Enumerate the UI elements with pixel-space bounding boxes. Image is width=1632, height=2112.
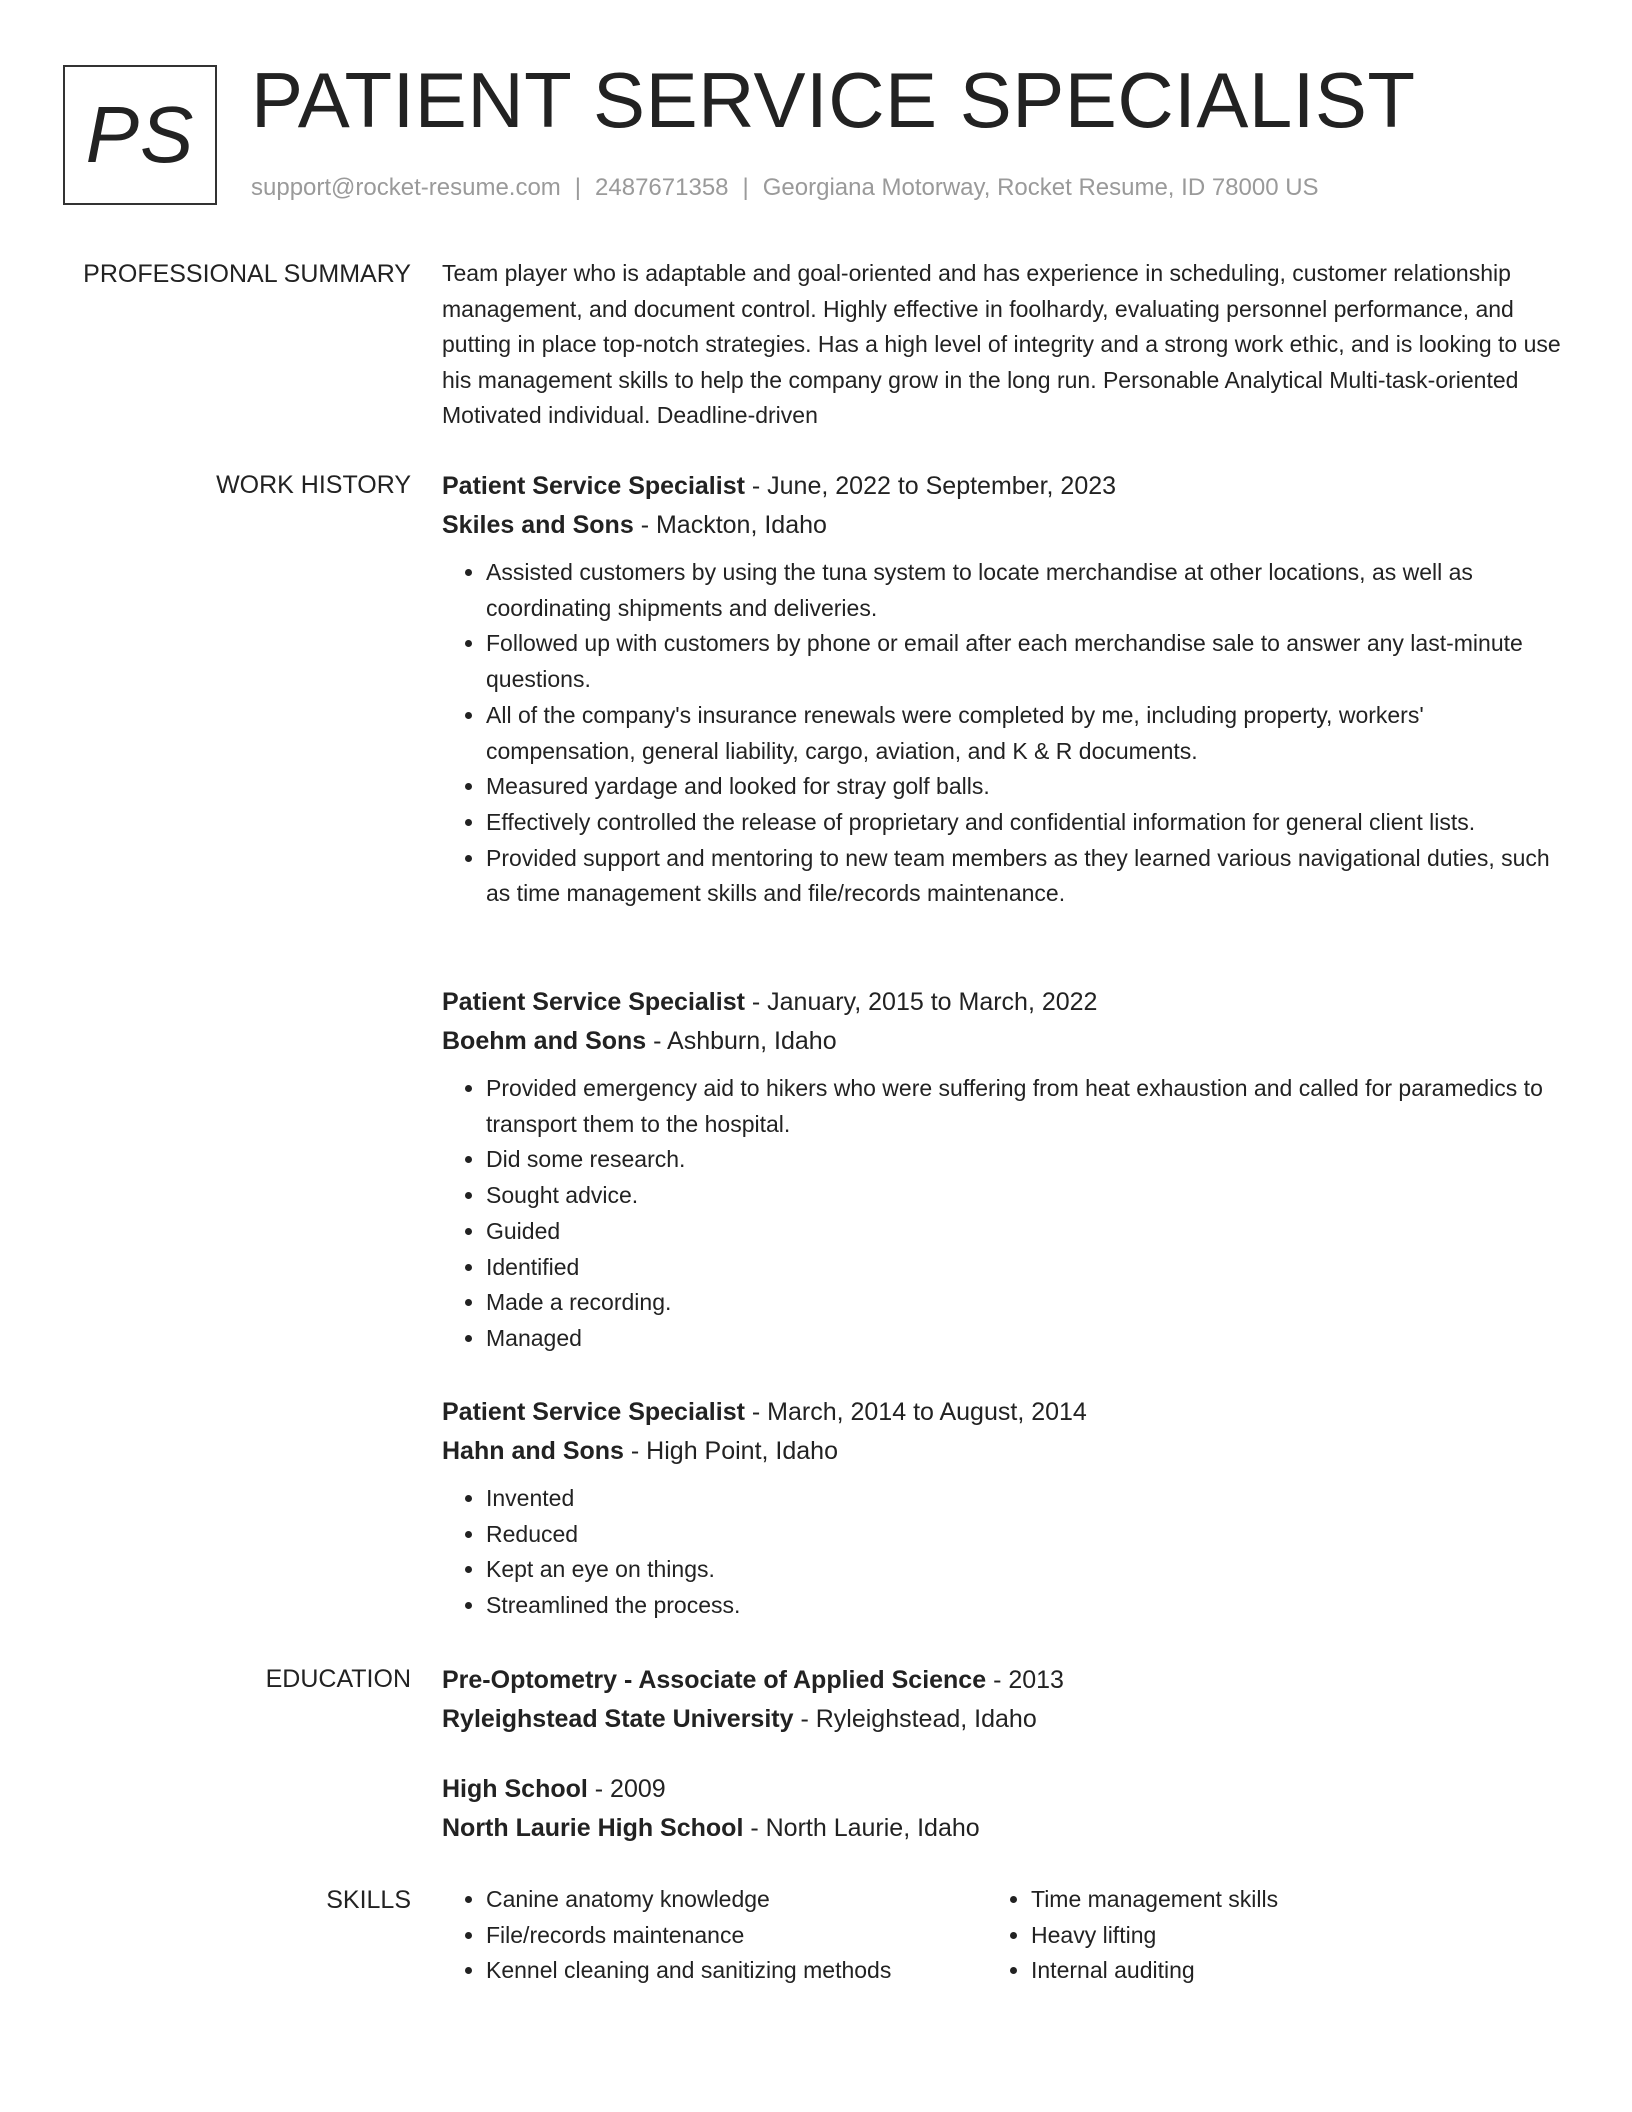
job-title-line (442, 1393, 1562, 1432)
job-company-line (442, 1022, 1562, 1061)
skills-list (442, 1882, 891, 1989)
job-title-line (442, 467, 1562, 506)
education-degree-line (442, 1661, 1562, 1700)
job-bullet: • Made a recording. (486, 1285, 1562, 1321)
section-label-education: EDUCATION (265, 1665, 411, 1693)
job-bullets (442, 1071, 1562, 1357)
contact-separator: | (742, 174, 749, 201)
contact-phone: 2487671358 (595, 174, 729, 201)
education-school: North Laurie High School (442, 1814, 744, 1842)
job-bullet: • Reduced (486, 1517, 1562, 1553)
job-bullets (442, 555, 1562, 912)
job-bullet: • Sought advice. (486, 1178, 1562, 1214)
job-dates: - June, 2022 to September, 2023 (744, 472, 1117, 500)
education-degree: High School (442, 1775, 588, 1803)
job-dates: - March, 2014 to August, 2014 (744, 1398, 1087, 1426)
job-bullet: • Followed up with customers by phone or email after each merchandise sale to answer any last-minute questions. (486, 626, 1562, 697)
monogram-box (63, 65, 217, 205)
job-title: Patient Service Specialist (442, 1398, 745, 1426)
contact-line (251, 172, 1319, 204)
job-entry (442, 983, 1562, 1357)
job-entry (442, 467, 1562, 912)
education-entry (442, 1770, 1562, 1848)
education-location: - North Laurie, Idaho (743, 1814, 980, 1842)
contact-email: support@rocket-resume.com (251, 174, 561, 201)
skills-list (987, 1882, 1278, 1989)
skills-column-right (987, 1882, 1278, 1989)
skills-column-left (442, 1882, 891, 1989)
job-bullet: • Provided emergency aid to hikers who were suffering from heat exhaustion and called for paramedics to transport them to the hospital. (486, 1071, 1562, 1142)
skill-item: • Heavy lifting (1031, 1918, 1278, 1954)
skill-item: • Kennel cleaning and sanitizing methods (486, 1953, 891, 1989)
section-label-skills: SKILLS (326, 1886, 411, 1914)
education-school-line (442, 1809, 1562, 1848)
job-bullet: • All of the company's insurance renewals were completed by me, including property, workers' compensation, general liability, cargo, aviation, and K & R documents. (486, 698, 1562, 769)
job-bullet: • Invented (486, 1481, 1562, 1517)
job-bullet: • Measured yardage and looked for stray golf balls. (486, 769, 1562, 805)
section-label-summary: PROFESSIONAL SUMMARY (83, 260, 411, 288)
education-degree-line (442, 1770, 1562, 1809)
job-bullet: • Streamlined the process. (486, 1588, 1562, 1624)
job-bullet: • Identified (486, 1250, 1562, 1286)
job-location: - Ashburn, Idaho (646, 1027, 837, 1055)
job-location: - High Point, Idaho (623, 1437, 838, 1465)
job-dates: - January, 2015 to March, 2022 (744, 988, 1098, 1016)
job-bullet: • Provided support and mentoring to new team members as they learned various navigational duties, such as time management skills and file/records maintenance. (486, 841, 1562, 912)
section-label-work-history: WORK HISTORY (216, 471, 411, 499)
job-bullet: • Effectively controlled the release of proprietary and confidential information for general client lists. (486, 805, 1562, 841)
summary-text: Team player who is adaptable and goal-oriented and has experience in scheduling, customer relationship management, and document control. Highly effective in foolhardy, evaluating personnel performance, and putting in place top-notch strategies. Has a high level of integrity and a strong work ethic, and is looking to use his management skills to help the company grow in the long run. Personable Analytical Multi-task-oriented Motivated individual. Deadline-driven (442, 260, 1561, 428)
job-bullet: • Assisted customers by using the tuna system to locate merchandise at other locations, as well as coordinating shipments and deliveries. (486, 555, 1562, 626)
job-company-line (442, 1432, 1562, 1471)
job-company: Hahn and Sons (442, 1437, 624, 1465)
job-title-line (442, 983, 1562, 1022)
contact-separator: | (574, 174, 582, 201)
resume-title: PATIENT SERVICE SPECIALIST (251, 56, 1416, 144)
job-title: Patient Service Specialist (442, 472, 745, 500)
education-year: - 2009 (587, 1775, 666, 1803)
education-location: - Ryleighstead, Idaho (793, 1705, 1037, 1733)
skill-item: • Internal auditing (1031, 1953, 1278, 1989)
job-bullets (442, 1481, 1562, 1624)
education-year: - 2013 (986, 1666, 1064, 1694)
skill-item: • File/records maintenance (486, 1918, 891, 1954)
job-bullet: • Managed (486, 1321, 1562, 1357)
contact-address: Georgiana Motorway, Rocket Resume, ID 78000 US (762, 174, 1319, 201)
job-company: Skiles and Sons (442, 511, 634, 539)
education-school: Ryleighstead State University (442, 1705, 794, 1733)
job-company-line (442, 506, 1562, 545)
education-degree: Pre-Optometry - Associate of Applied Science (442, 1666, 987, 1694)
job-bullet: • Guided (486, 1214, 1562, 1250)
education-entry (442, 1661, 1562, 1739)
job-bullet: • Kept an eye on things. (486, 1552, 1562, 1588)
job-entry (442, 1393, 1562, 1624)
skill-item: • Canine anatomy knowledge (486, 1882, 891, 1918)
job-title: Patient Service Specialist (442, 988, 745, 1016)
job-company: Boehm and Sons (442, 1027, 647, 1055)
job-location: - Mackton, Idaho (633, 511, 827, 539)
education-school-line (442, 1700, 1562, 1739)
monogram-initials: PS (85, 90, 195, 179)
skill-item: • Time management skills (1031, 1882, 1278, 1918)
job-bullet: • Did some research. (486, 1142, 1562, 1178)
